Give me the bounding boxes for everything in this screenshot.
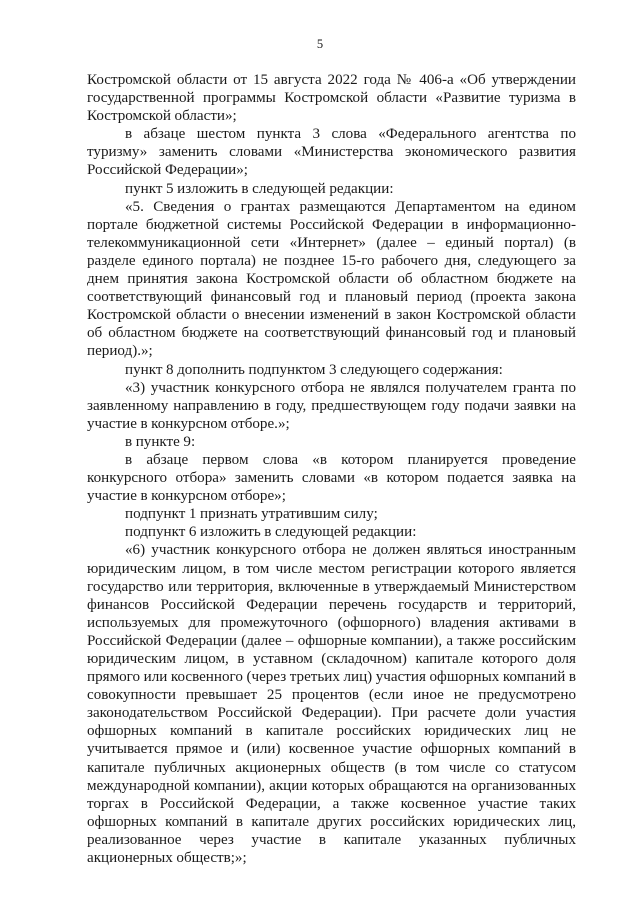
document-body	[87, 71, 576, 867]
paragraph-point-8-subpoint-3: «3) участник конкурсного отбора не являлся получателем гранта по заявленному направлению в году, предшествующем году подачи заявки на участие в конкурсном отборе.»;	[87, 379, 576, 432]
paragraph-point-5-intro: пункт 5 изложить в следующей редакции:	[125, 180, 394, 197]
paragraph-subpoint-6-intro: подпункт 6 изложить в следующей редакции:	[125, 524, 417, 541]
paragraph-continuation: Костромской области от 15 августа 2022 года № 406-а «Об утверждении государственной программы Костромской области «Развитие туризма в Костромской области»;	[87, 72, 576, 125]
paragraph-point-5-text: «5. Сведения о грантах размещаются Департаментом на едином портале бюджетной системы Российской Федерации в информационно-телекоммуникационной сети «Интернет» (далее – единый портал) (в разделе единого портала) не позднее 15-го рабочего дня, следующего за днем принятия закона Костромской области об областном бюджете на соответствующий финансовый год и плановый период (проекта закона Костромской области о внесении изменений в закон Костромской области об областном бюджете на соответствующий финансовый год и плановый период).»;	[87, 198, 576, 360]
paragraph-point-8-intro: пункт 8 дополнить подпунктом 3 следующего содержания:	[125, 361, 503, 378]
paragraph-point-9-first-paragraph: в абзаце первом слова «в котором планируется проведение конкурсного отбора» заменить словами «в котором подается заявка на участие в конкурсном отборе»;	[87, 451, 576, 505]
paragraph-subpoint-1-void: подпункт 1 признать утратившим силу;	[125, 506, 378, 523]
page-number: 5	[316, 37, 324, 51]
paragraph-subpoint-6-text: «6) участник конкурсного отбора не должен являться иностранным юридическим лицом, в том числе местом регистрации которого является государство или территория, включенные в утверждаемый Министерством финансов Российской Федерации перечень государств и территорий, используемых для промежуточного (офшорного) владения активами в Российской Федерации (далее – офшорные компании), а также российским юридическим лицом, в уставном (складочном) капитале которого доля прямого или косвенного (через третьих лиц) участия офшорных компаний в совокупности превышает 25 процентов (если иное не предусмотрено законодательством Российской Федерации). При расчете доли участия офшорных компаний в капитале российских юридических лиц не учитывается прямое и (или) косвенное участие офшорных компаний в капитале публичных акционерных обществ (в том числе со статусом международной компании), акции которых обращаются на организованных торгах в Российской Федерации, а также косвенное участие таких офшорных компаний в капитале других российских юридических лиц, реализованное через участие в капитале указанных публичных акционерных обществ;»;	[87, 542, 576, 867]
paragraph-amendment-point-3: в абзаце шестом пункта 3 слова «Федерального агентства по туризму» заменить словами «Министерства экономического развития Российской Федерации»;	[87, 126, 576, 179]
paragraph-point-9-intro: в пункте 9:	[125, 433, 196, 450]
